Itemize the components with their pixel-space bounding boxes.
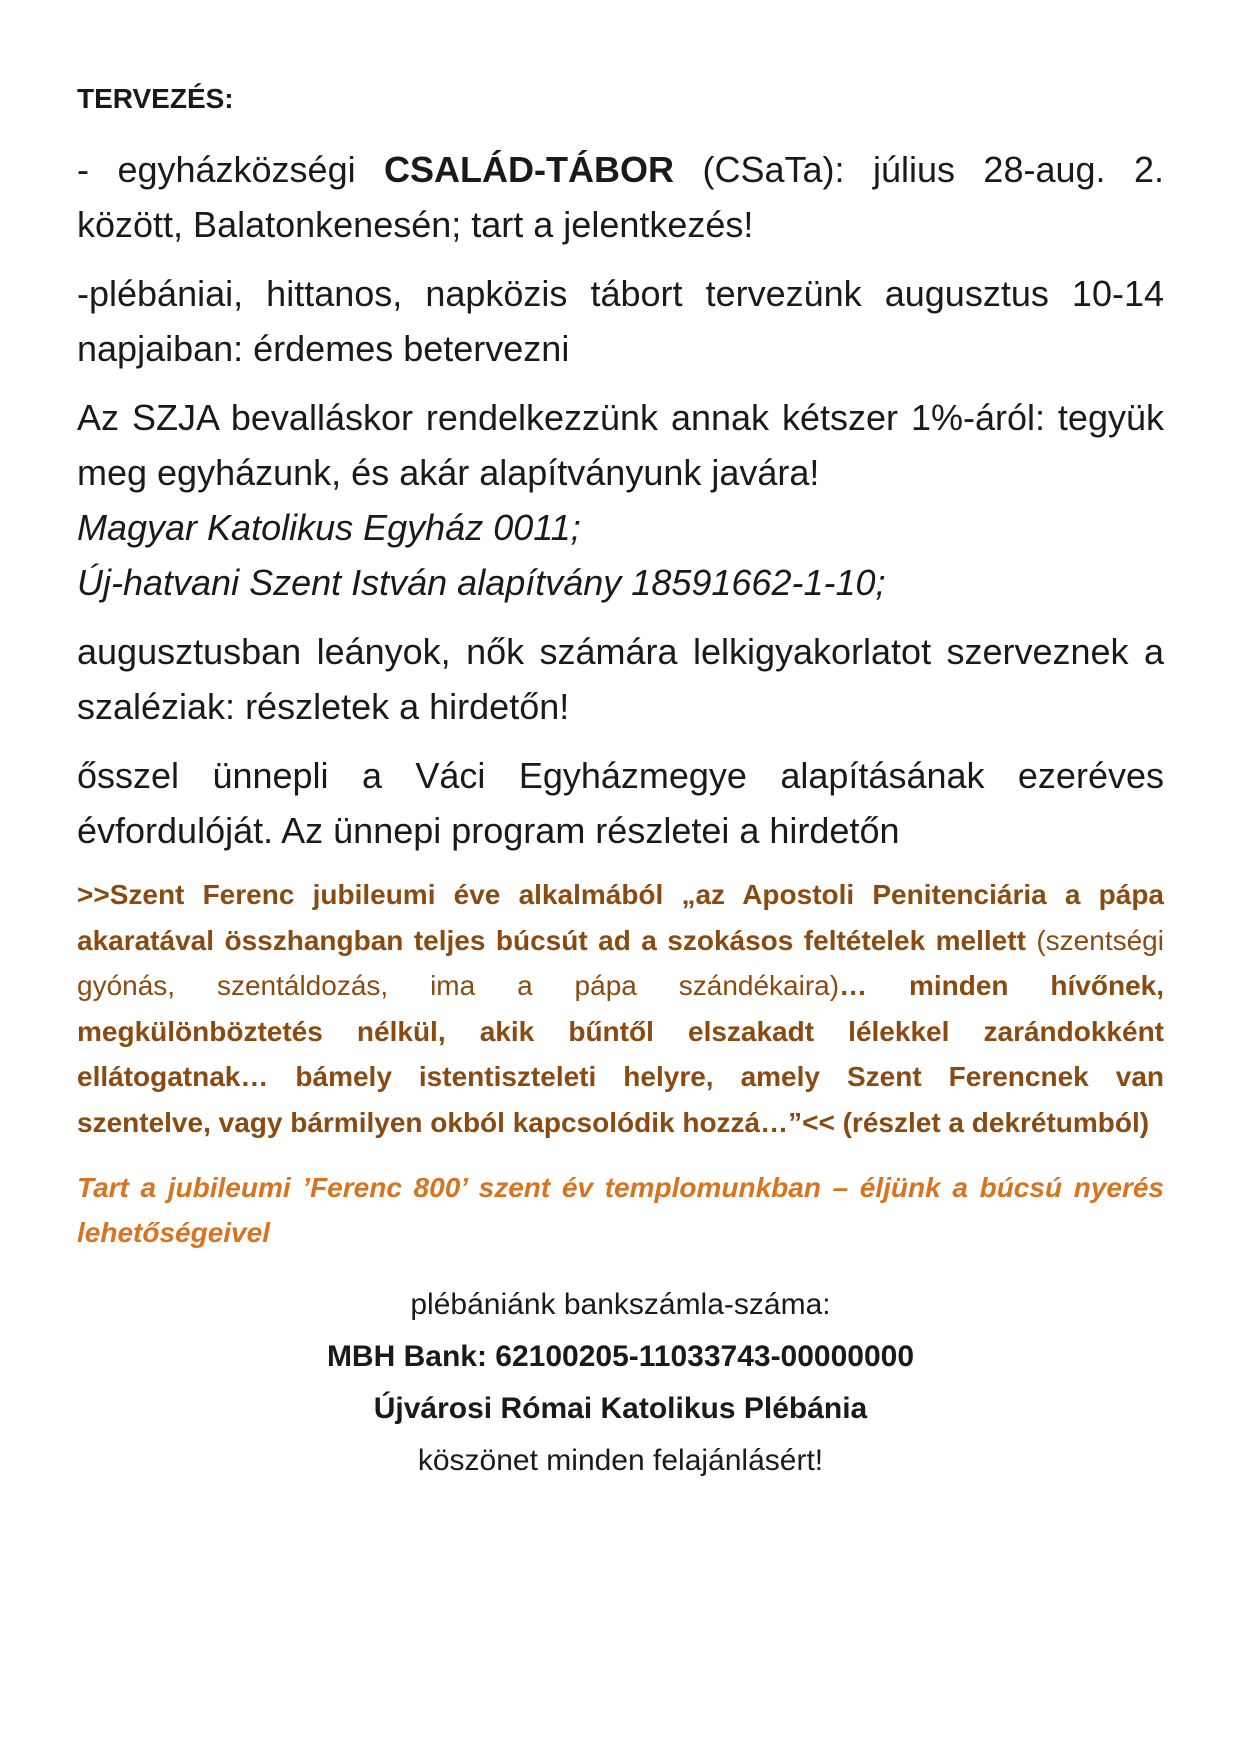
decree-quote [77, 872, 1164, 1145]
family-camp-paragraph [77, 142, 1164, 252]
jubilee-note: Tart a jubileumi ’Ferenc 800’ szent év templomunkban – éljünk a búcsú nyerés lehetőségeivel [77, 1172, 1164, 1248]
thanks-line: köszönet minden felajánlásért! [417, 1444, 824, 1477]
retreat-paragraph: augusztusban leányok, nők számára lelkigyakorlatot szerveznek a szaléziak: részletek a hirdetőn! [77, 631, 1164, 727]
family-camp-intro: - egyházközségi [77, 149, 385, 190]
tax-paragraph: Az SZJA bevalláskor rendelkezzünk annak kétszer 1%-áról: tegyük meg egyházunk, és akár alapítványunk javára! [77, 397, 1164, 493]
diocese-paragraph: ősszel ünnepli a Váci Egyházmegye alapításának ezeréves évfordulóját. Az ünnepi program részletei a hirdetőn [77, 755, 1164, 851]
section-heading: TERVEZÉS: [77, 83, 234, 114]
decree-quote-conditions: (szentségi gyónás, szentáldozás, ima a pápa szándékaira) [77, 924, 1164, 1001]
day-camp-paragraph: -plébániai, hittanos, napközis tábort tervezünk augusztus 10-14 napjaiban: érdemes betervezni [77, 273, 1164, 369]
family-camp-title: CSALÁD-TÁBOR [384, 149, 675, 190]
parish-name: Újvárosi Római Katolikus Plébánia [373, 1392, 868, 1425]
family-camp-details: (CSaTa): július 28-aug. 2. között, Balatonkenesén; tart a jelentkezés! [77, 149, 1165, 245]
decree-quote-part2: … minden hívőnek, megkülönböztetés nélkül, akik bűntől elszakadt lélekkel zarándokként ellátogatnak… bámely istentiszteleti helyre, amely Szent Ferencnek van szentelve, vagy bármilyen okból kapcsolódik hozzá…”<< (részlet a dekrétumból) [77, 970, 1165, 1138]
tax-church-line: Magyar Katolikus Egyház 0011; [77, 507, 581, 548]
bank-account: MBH Bank: 62100205-11033743-00000000 [326, 1340, 915, 1373]
decree-quote-part1: >>Szent Ferenc jubileumi éve alkalmából „az Apostoli Penitenciária a pápa akaratával összhangban teljes búcsút ad a szokásos feltételek mellett [77, 879, 1164, 956]
bank-label: plébániánk bankszámla-száma: [410, 1288, 831, 1321]
bank-info [77, 1279, 1164, 1487]
tax-foundation-line: Új-hatvani Szent István alapítvány 18591662-1-10; [77, 562, 886, 603]
